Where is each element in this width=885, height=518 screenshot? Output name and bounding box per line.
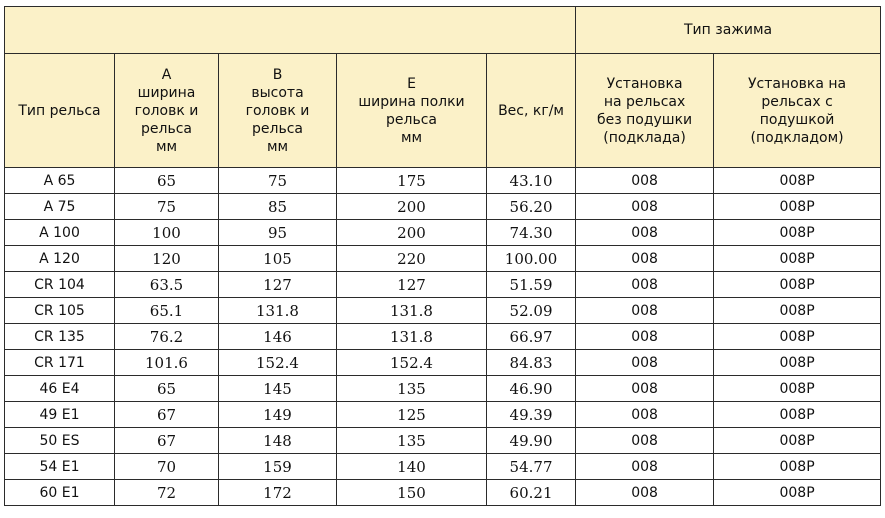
clamp-pad-cell: 008P: [714, 298, 881, 324]
weight-cell: 60.21: [487, 480, 576, 506]
clamp-pad-cell: 008P: [714, 246, 881, 272]
pad-install-header: [714, 54, 881, 168]
head-width-cell: 72: [115, 480, 219, 506]
header-line: мм: [266, 138, 289, 155]
header-line: Установка на: [747, 75, 847, 92]
flange-width-cell: 200: [337, 220, 487, 246]
table-row: [5, 376, 881, 402]
rail-type-cell: A 120: [5, 246, 115, 272]
flange-width-cell: 150: [337, 480, 487, 506]
rail-type-cell: A 65: [5, 168, 115, 194]
header-line: ширина полки: [358, 93, 465, 110]
flange-width-cell: 200: [337, 194, 487, 220]
weight-cell: 49.90: [487, 428, 576, 454]
rail-type-cell: CR 135: [5, 324, 115, 350]
clamp-no-pad-cell: 008: [576, 194, 714, 220]
weight-cell: 56.20: [487, 194, 576, 220]
header-blank-cell: [5, 7, 576, 54]
rail-type-cell: CR 104: [5, 272, 115, 298]
clamp-pad-cell: 008P: [714, 376, 881, 402]
table-row: [5, 480, 881, 506]
rail-type-cell: 54 E1: [5, 454, 115, 480]
clamp-no-pad-cell: 008: [576, 168, 714, 194]
weight-cell: 100.00: [487, 246, 576, 272]
rail-type-cell: 50 ES: [5, 428, 115, 454]
head-width-cell: 120: [115, 246, 219, 272]
head-height-cell: 172: [219, 480, 337, 506]
rail-type-cell: 46 E4: [5, 376, 115, 402]
head-height-cell: 105: [219, 246, 337, 272]
header-line: B: [272, 66, 283, 83]
flange-width-cell: 135: [337, 428, 487, 454]
clamp-no-pad-cell: 008: [576, 428, 714, 454]
table-row: [5, 168, 881, 194]
weight-cell: 74.30: [487, 220, 576, 246]
header-line: на рельсах: [603, 93, 686, 110]
header-line: подушкой: [759, 111, 835, 128]
clamp-type-header: Тип зажима: [576, 7, 881, 54]
clamp-no-pad-cell: 008: [576, 454, 714, 480]
rail-type-cell: CR 171: [5, 350, 115, 376]
head-height-cell: 152.4: [219, 350, 337, 376]
header-line: рельса: [386, 111, 437, 128]
rail-spec-table: [4, 6, 881, 506]
table-row: [5, 298, 881, 324]
clamp-no-pad-cell: 008: [576, 272, 714, 298]
header-line: Вес, кг/м: [498, 102, 564, 119]
header-line: ширина: [137, 84, 196, 101]
head-height-header: [219, 54, 337, 168]
rail-type-cell: CR 105: [5, 298, 115, 324]
header-line: мм: [400, 129, 423, 146]
header-line: рельса: [252, 120, 303, 137]
head-width-cell: 67: [115, 428, 219, 454]
clamp-pad-cell: 008P: [714, 194, 881, 220]
head-height-cell: 131.8: [219, 298, 337, 324]
clamp-pad-cell: 008P: [714, 350, 881, 376]
head-width-cell: 101.6: [115, 350, 219, 376]
header-line: высота: [251, 84, 304, 101]
weight-cell: 51.59: [487, 272, 576, 298]
table-row: [5, 428, 881, 454]
head-width-cell: 63.5: [115, 272, 219, 298]
head-width-header: [115, 54, 219, 168]
rail-type-cell: 49 E1: [5, 402, 115, 428]
no-pad-install-header: [576, 54, 714, 168]
header-line: мм: [155, 138, 178, 155]
head-height-cell: 148: [219, 428, 337, 454]
clamp-pad-cell: 008P: [714, 480, 881, 506]
table-row: [5, 324, 881, 350]
clamp-pad-cell: 008P: [714, 428, 881, 454]
rail-type-header: [5, 54, 115, 168]
header-line: головк и: [134, 102, 199, 119]
flange-width-cell: 131.8: [337, 324, 487, 350]
header-line: без подушки: [596, 111, 693, 128]
table-row: [5, 220, 881, 246]
header-line: E: [407, 75, 416, 92]
clamp-pad-cell: 008P: [714, 272, 881, 298]
head-height-cell: 145: [219, 376, 337, 402]
flange-width-header: [337, 54, 487, 168]
clamp-no-pad-cell: 008: [576, 402, 714, 428]
weight-header: [487, 54, 576, 168]
weight-cell: 84.83: [487, 350, 576, 376]
clamp-pad-cell: 008P: [714, 402, 881, 428]
head-height-cell: 85: [219, 194, 337, 220]
head-height-cell: 146: [219, 324, 337, 350]
rail-type-cell: A 100: [5, 220, 115, 246]
head-width-cell: 75: [115, 194, 219, 220]
clamp-no-pad-cell: 008: [576, 376, 714, 402]
head-width-cell: 65: [115, 168, 219, 194]
rail-type-cell: A 75: [5, 194, 115, 220]
clamp-no-pad-cell: 008: [576, 480, 714, 506]
head-height-cell: 159: [219, 454, 337, 480]
clamp-pad-cell: 008P: [714, 220, 881, 246]
flange-width-cell: 125: [337, 402, 487, 428]
clamp-no-pad-cell: 008: [576, 220, 714, 246]
weight-cell: 52.09: [487, 298, 576, 324]
clamp-pad-cell: 008P: [714, 454, 881, 480]
head-width-cell: 65: [115, 376, 219, 402]
head-width-cell: 100: [115, 220, 219, 246]
clamp-no-pad-cell: 008: [576, 298, 714, 324]
clamp-pad-cell: 008P: [714, 168, 881, 194]
head-width-cell: 70: [115, 454, 219, 480]
head-width-cell: 76.2: [115, 324, 219, 350]
clamp-no-pad-cell: 008: [576, 246, 714, 272]
head-height-cell: 149: [219, 402, 337, 428]
header-line: A: [161, 66, 172, 83]
weight-cell: 49.39: [487, 402, 576, 428]
weight-cell: 54.77: [487, 454, 576, 480]
table-row: [5, 194, 881, 220]
flange-width-cell: 131.8: [337, 298, 487, 324]
weight-cell: 46.90: [487, 376, 576, 402]
clamp-pad-cell: 008P: [714, 324, 881, 350]
head-height-cell: 75: [219, 168, 337, 194]
table-row: [5, 402, 881, 428]
flange-width-cell: 127: [337, 272, 487, 298]
head-width-cell: 67: [115, 402, 219, 428]
table-row: [5, 454, 881, 480]
header-line: рельса: [141, 120, 192, 137]
header-line: (подклада): [603, 129, 686, 146]
flange-width-cell: 135: [337, 376, 487, 402]
weight-cell: 66.97: [487, 324, 576, 350]
table-row: [5, 350, 881, 376]
header-line: Установка: [606, 75, 683, 92]
flange-width-cell: 175: [337, 168, 487, 194]
header-line: головк и: [245, 102, 310, 119]
flange-width-cell: 140: [337, 454, 487, 480]
flange-width-cell: 220: [337, 246, 487, 272]
flange-width-cell: 152.4: [337, 350, 487, 376]
table-row: [5, 246, 881, 272]
head-height-cell: 127: [219, 272, 337, 298]
weight-cell: 43.10: [487, 168, 576, 194]
table-row: [5, 272, 881, 298]
header-line: (подкладом): [750, 129, 844, 146]
header-line: рельсах с: [761, 93, 833, 110]
clamp-no-pad-cell: 008: [576, 350, 714, 376]
head-width-cell: 65.1: [115, 298, 219, 324]
clamp-no-pad-cell: 008: [576, 324, 714, 350]
header-line: Тип рельса: [18, 102, 101, 119]
head-height-cell: 95: [219, 220, 337, 246]
rail-type-cell: 60 E1: [5, 480, 115, 506]
